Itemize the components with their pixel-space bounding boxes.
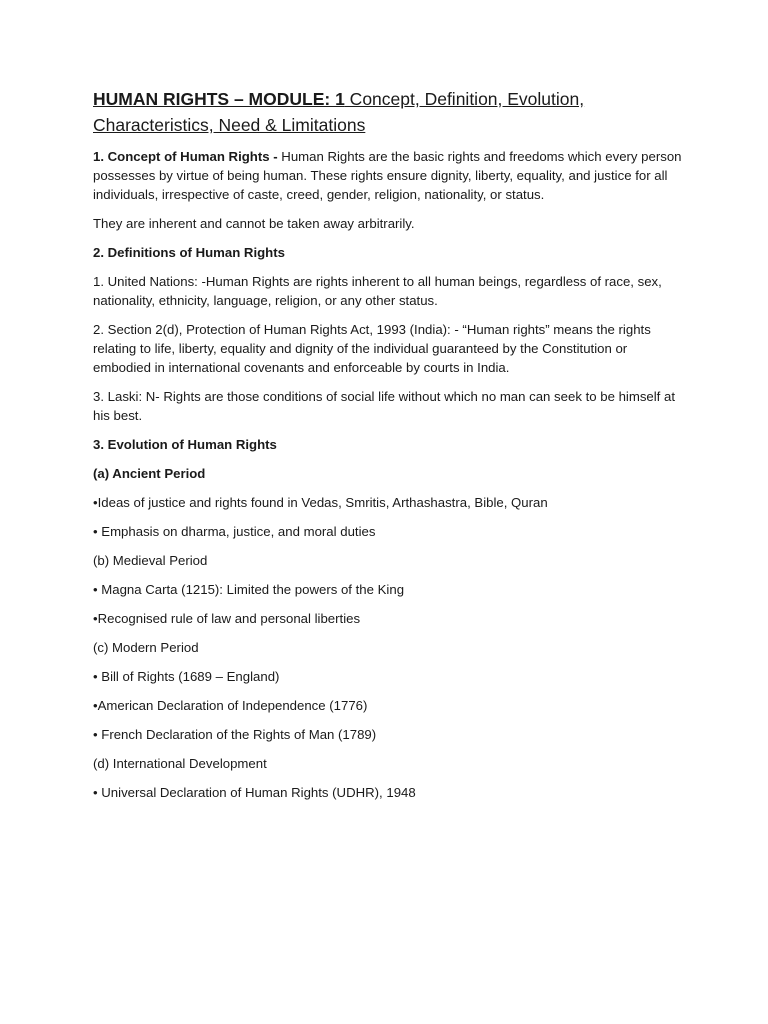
title-module: HUMAN RIGHTS – MODULE: 1 [93,89,345,109]
list-item: • Bill of Rights (1689 – England) [93,669,280,684]
ancient-heading: (a) Ancient Period [93,466,206,481]
list-item: • Magna Carta (1215): Limited the powers of the King [93,582,405,597]
definition-phra: 2. Section 2(d), Protection of Human Rights Act, 1993 (India): - “Human rights” means the rights relating to life, liberty, equality and dignity of the individual guaranteed by the Constitution or embodied in international covenants and enforceable by courts in India. [93,322,651,375]
list-item: •Ideas of justice and rights found in Vedas, Smritis, Arthashastra, Bible, Quran [93,495,548,510]
inherent-paragraph: They are inherent and cannot be taken away arbitrarily. [93,216,415,231]
concept-paragraph [93,147,683,204]
international-heading: (d) International Development [93,756,267,771]
definition-un: 1. United Nations: -Human Rights are rights inherent to all human beings, regardless of race, sex, nationality, ethnicity, language, religion, or any other status. [93,274,662,308]
list-item: •American Declaration of Independence (1776) [93,698,368,713]
evolution-heading: 3. Evolution of Human Rights [93,437,277,452]
medieval-heading: (b) Medieval Period [93,553,208,568]
definitions-heading: 2. Definitions of Human Rights [93,245,285,260]
list-item: • Emphasis on dharma, justice, and moral duties [93,524,376,539]
modern-heading: (c) Modern Period [93,640,199,655]
document-page [93,86,683,812]
concept-text: Human Rights are the basic rights and freedoms which every person possesses by virtue of being human. These rights ensure dignity, liberty, equality, and justice for all individuals, irrespective of caste, creed, gender, religion, nationality, or status. [93,149,682,202]
list-item: •Recognised rule of law and personal liberties [93,611,361,626]
definition-laski: 3. Laski: N- Rights are those conditions of social life without which no man can seek to be himself at his best. [93,389,676,423]
list-item: • Universal Declaration of Human Rights (UDHR), 1948 [93,785,416,800]
concept-heading: 1. Concept of Human Rights - [93,149,278,164]
title-topics: Concept, Definition, Evolution, Characteristics, Need & Limitations [93,89,585,135]
document-title [93,86,683,138]
list-item: • French Declaration of the Rights of Man (1789) [93,727,377,742]
